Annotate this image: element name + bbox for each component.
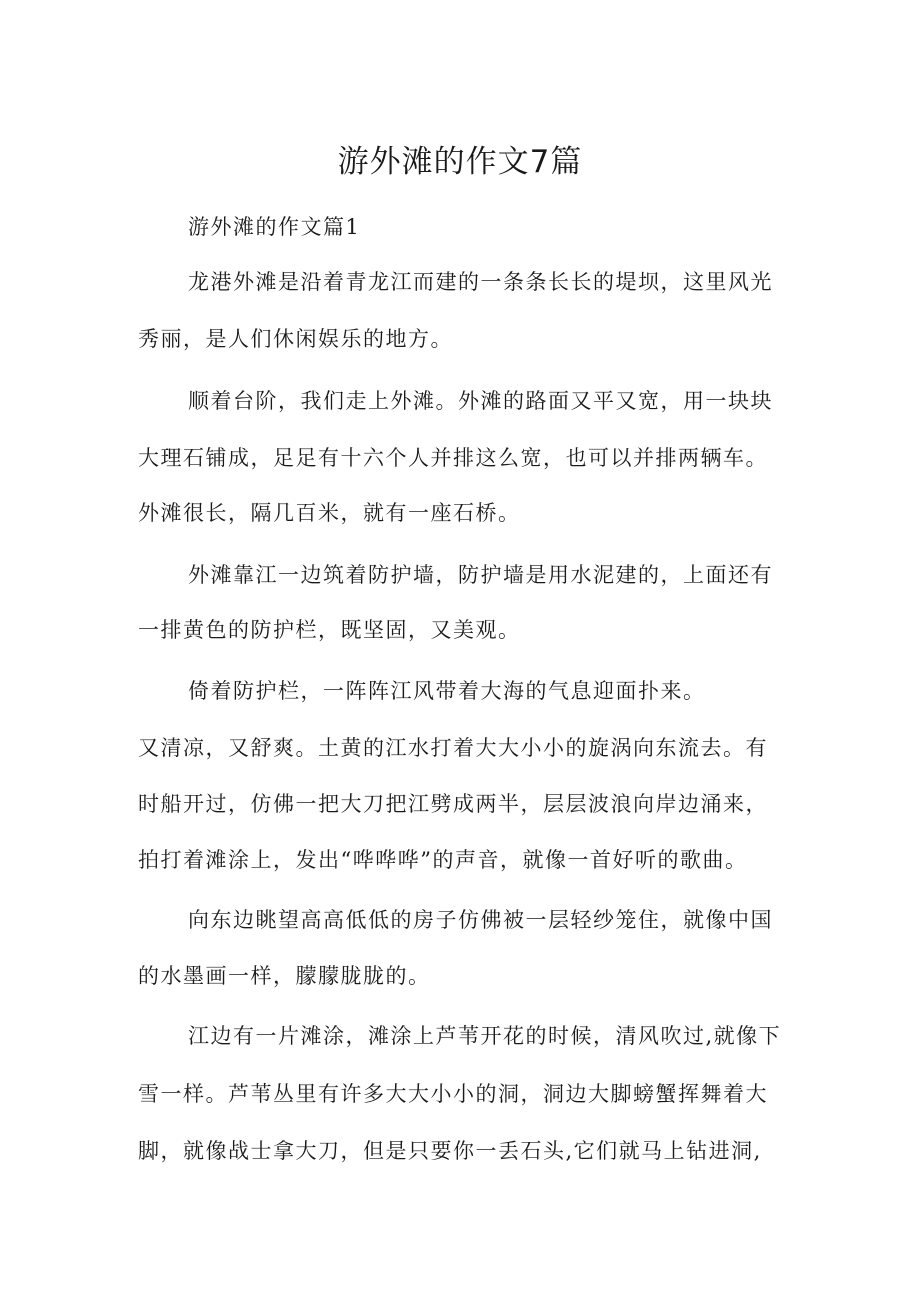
document-title: 游外滩的作文7篇 (337, 144, 583, 180)
paragraph-line: 外滩很长，隔几百米，就有一座石桥。 (138, 501, 521, 525)
paragraph-line: 龙港外滩是沿着青龙江而建的一条条长长的堤坝，这里风光 (188, 270, 773, 294)
paragraph-line: 外滩靠江一边筑着防护墙，防护墙是用水泥建的，上面还有 (188, 563, 773, 587)
paragraph-line: 顺着台阶，我们走上外滩。外滩的路面又平又宽，用一块块 (188, 389, 773, 413)
paragraph-line: 又清凉，又舒爽。土黄的江水打着大大小小的旋涡向东流去。有 (138, 736, 768, 760)
paragraph-line: 大理石铺成，足足有十六个人并排这么宽，也可以并排两辆车。 (138, 446, 768, 470)
paragraph-line: 拍打着滩涂上，发出“哗哗哗”的声音，就像一首好听的歌曲。 (138, 848, 748, 872)
paragraph-line: 雪一样。芦苇丛里有许多大大小小的洞，洞边大脚螃蟹挥舞着大 (138, 1082, 768, 1106)
paragraph-line: 脚，就像战士拿大刀，但是只要你一丢石头,它们就马上钻进洞, (138, 1139, 762, 1163)
paragraph-line: 一排黄色的防护栏，既坚固，又美观。 (138, 618, 521, 642)
paragraph-line: 江边有一片滩涂，滩涂上芦苇开花的时候，清风吹过,就像下 (188, 1024, 782, 1048)
paragraph-line: 时船开过，仿佛一把大刀把江劈成两半，层层波浪向岸边涌来， (138, 792, 768, 816)
paragraph-line: 秀丽，是人们休闲娱乐的地方。 (138, 327, 453, 351)
paragraph-line: 倚着防护栏，一阵阵江风带着大海的气息迎面扑来。 (188, 679, 706, 703)
paragraph-line: 的水墨画一样，朦朦胧胧的。 (138, 964, 431, 988)
paragraph-line: 向东边眺望高高低低的房子仿佛被一层轻纱笼住，就像中国 (188, 908, 773, 932)
section-heading: 游外滩的作文篇1 (188, 215, 361, 239)
